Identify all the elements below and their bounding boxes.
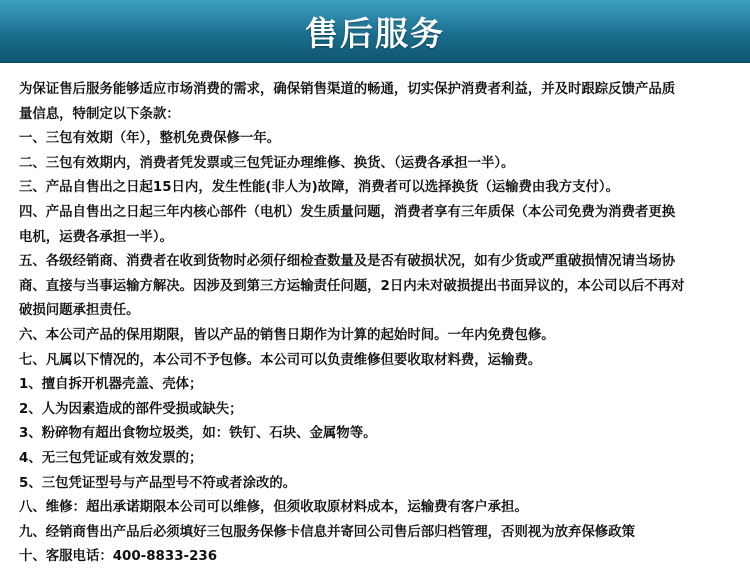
terms-line: 六、本公司产品的保用期限，皆以产品的销售日期作为计算的起始时间。一年内免费包修。 <box>19 327 555 343</box>
terms-line: 为保证售后服务能够适应市场消费的需求，确保销售渠道的畅通，切实保护消费者利益，并及时跟踪反馈产品质 <box>19 82 676 97</box>
terms-line: 3、粉碎物有超出食物垃圾类，如：铁钉、石块、金属物等。 <box>19 426 377 442</box>
terms-line: 1、擅自拆开机器壳盖、壳体； <box>19 377 203 393</box>
terms-line: 4、无三包凭证或有效发票的； <box>19 450 203 466</box>
terms-line: 商、直接与当事运输方解决。因涉及到第三方运输责任问题，2日内未对破损提出书面异议的，本公司以后不再对 <box>19 278 685 294</box>
terms-line: 七、凡属以下情况的，本公司不予包修。本公司可以负责维修但要收取材料费，运输费。 <box>19 352 542 368</box>
terms-line: 5、三包凭证型号与产品型号不符或者涂改的。 <box>19 475 297 491</box>
terms-line: 五、各级经销商、消费者在收到货物时必须仔细检查数量及是否有破损状况，如有少货或严重破损情况请当场协 <box>19 254 676 270</box>
terms-line: 电机，运费各承担一半）。 <box>19 229 173 245</box>
customer-service-phone: 十、客服电话：400-8833-236 <box>19 549 218 565</box>
header-banner <box>0 0 750 63</box>
page-title: 售后服务 <box>305 13 445 53</box>
terms-line: 八、维修：超出承诺期限本公司可以维修，但须收取原材料成本，运输费有客户承担。 <box>19 500 528 516</box>
terms-line: 二、三包有效期内，消费者凭发票或三包凭证办理维修、换货、（运费各承担一半）。 <box>19 155 515 171</box>
terms-line: 2、人为因素造成的部件受损或缺失； <box>19 401 243 417</box>
terms-body <box>19 78 737 570</box>
terms-line: 九、经销商售出产品后必须填好三包服务保修卡信息并寄回公司售后部归档管理，否则视为放弃保修政策 <box>19 524 635 540</box>
terms-line: 一、三包有效期（年），整机免费保修一年。 <box>19 131 281 147</box>
terms-line: 破损问题承担责任。 <box>19 303 140 319</box>
terms-line: 量信息，特制定以下条款： <box>19 106 180 122</box>
terms-line: 四、产品自售出之日起三年内核心部件（电机）发生质量问题，消费者享有三年质保（本公司免费为消费者更换 <box>19 204 676 220</box>
terms-line: 三、产品自售出之日起15日内，发生性能(非人为)故障，消费者可以选择换货（运输费由我方支付）。 <box>19 180 619 196</box>
